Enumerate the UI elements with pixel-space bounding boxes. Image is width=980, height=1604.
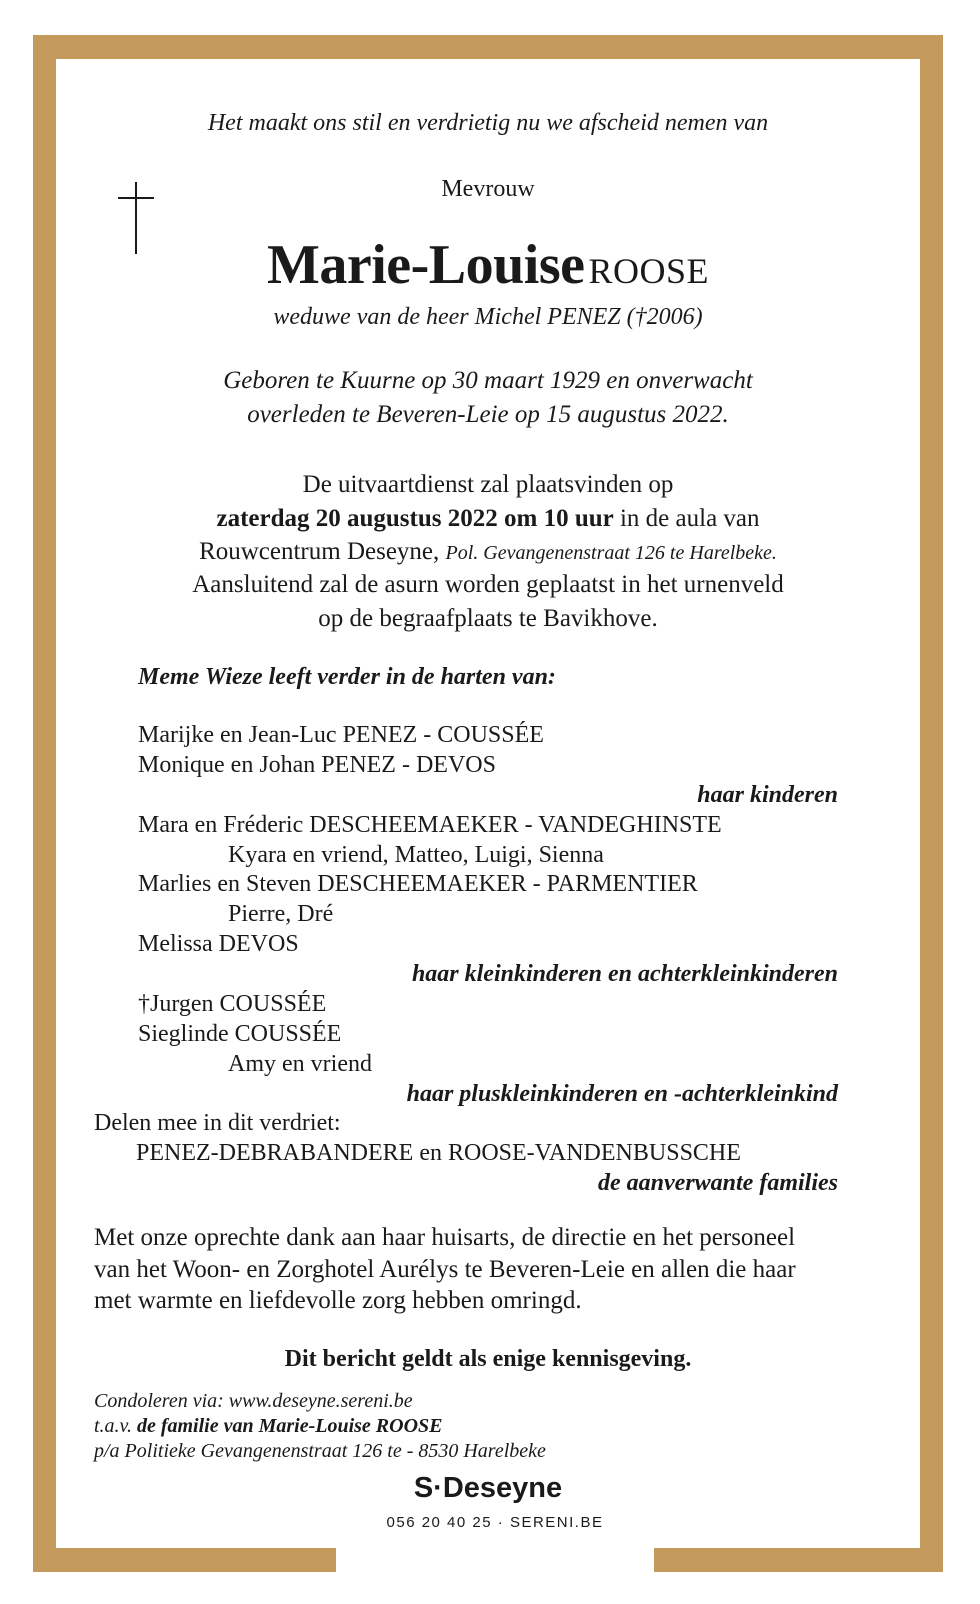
thanks-line-2: van het Woon- en Zorghotel Aurélys te Beveren-Leie en allen die haar xyxy=(94,1256,796,1283)
grandchild-3: Melissa DEVOS xyxy=(138,931,299,957)
service-address: Pol. Gevangenenstraat 126 te Harelbeke. xyxy=(445,542,777,564)
child-2: Monique en Johan PENEZ - DEVOS xyxy=(138,752,496,778)
contact-line xyxy=(336,1514,654,1531)
survivors-heading: Meme Wieze leeft verder in de harten van: xyxy=(138,664,556,690)
label-plus-grandchildren: haar pluskleinkinderen en -achterkleinkind xyxy=(406,1081,838,1107)
child-1: Marijke en Jean-Luc PENEZ - COUSSÉE xyxy=(138,722,544,748)
label-related-families: de aanverwante families xyxy=(598,1170,838,1196)
notice-text: Dit bericht geldt als enige kennisgeving. xyxy=(284,1346,692,1372)
died-line: overleden te Beveren-Leie op 15 augustus 2022. xyxy=(247,401,729,428)
plus-grandchild-2: Sieglinde COUSSÉE xyxy=(138,1021,342,1047)
service-venue-line xyxy=(56,538,920,566)
label-grandchildren: haar kleinkinderen en achterkleinkinderen xyxy=(411,961,838,987)
contact-phone: 056 20 40 25 xyxy=(386,1514,493,1531)
funeral-home-logo xyxy=(56,1472,920,1505)
thanks-line-3: met warmte en liefdevolle zorg hebben omringd. xyxy=(94,1287,582,1314)
deceased-name xyxy=(56,230,920,314)
grandchild-1: Mara en Fréderic DESCHEEMAEKER - VANDEGHINSTE xyxy=(138,812,722,838)
service-venue: Rouwcentrum Deseyne, xyxy=(199,538,446,565)
condolences-recipient: de familie van Marie-Louise ROOSE xyxy=(136,1415,443,1437)
frame-bottom-gap xyxy=(336,1545,654,1575)
label-children: haar kinderen xyxy=(697,782,838,808)
intro-text: Het maakt ons stil en verdrietig nu we afscheid nemen van xyxy=(207,110,769,136)
condolences-prefix: t.a.v. xyxy=(94,1415,137,1437)
service-line-1: De uitvaartdienst zal plaatsvinden op xyxy=(302,471,674,498)
thanks-line-1: Met onze oprechte dank aan haar huisarts, de directie en het personeel xyxy=(94,1224,796,1251)
born-line: Geboren te Kuurne op 30 maart 1929 en onverwacht xyxy=(223,367,753,394)
service-line-5: op de begraafplaats te Bavikhove. xyxy=(318,605,658,632)
logo-name: Deseyne xyxy=(442,1472,563,1504)
condolences-line-1: Condoleren via: www.deseyne.sereni.be xyxy=(94,1390,413,1412)
first-name: Marie-Louise xyxy=(266,234,585,296)
contact-separator: · xyxy=(497,1514,505,1531)
plus-grandchild-1: †Jurgen COUSSÉE xyxy=(138,991,327,1017)
logo-mark: S· xyxy=(413,1472,443,1504)
share-line: Delen mee in dit verdriet: xyxy=(94,1110,341,1136)
related-families: PENEZ-DEBRABANDERE en ROOSE-VANDENBUSSCHE xyxy=(136,1140,741,1166)
contact-website: SERENI.BE xyxy=(509,1514,604,1531)
service-date-line xyxy=(56,505,920,533)
condolences-line-2 xyxy=(94,1415,443,1438)
grandchild-1-kids: Kyara en vriend, Matteo, Luigi, Sienna xyxy=(228,842,604,868)
grandchild-2-kids: Pierre, Dré xyxy=(228,901,334,927)
honorific: Mevrouw xyxy=(441,176,535,202)
service-line-4: Aansluitend zal de asurn worden geplaatst in het urnenveld xyxy=(192,571,784,598)
last-name: ROOSE xyxy=(588,251,709,291)
plus-grandchild-2-kids: Amy en vriend xyxy=(228,1051,372,1077)
widow-line: weduwe van de heer Michel PENEZ (†2006) xyxy=(273,304,703,330)
service-date-rest: in de aula van xyxy=(613,505,760,532)
condolences-line-3: p/a Politieke Gevangenenstraat 126 te - 8530 Harelbeke xyxy=(94,1440,546,1462)
grandchild-2: Marlies en Steven DESCHEEMAEKER - PARMENTIER xyxy=(138,871,698,897)
service-date: zaterdag 20 augustus 2022 om 10 uur xyxy=(216,505,614,532)
